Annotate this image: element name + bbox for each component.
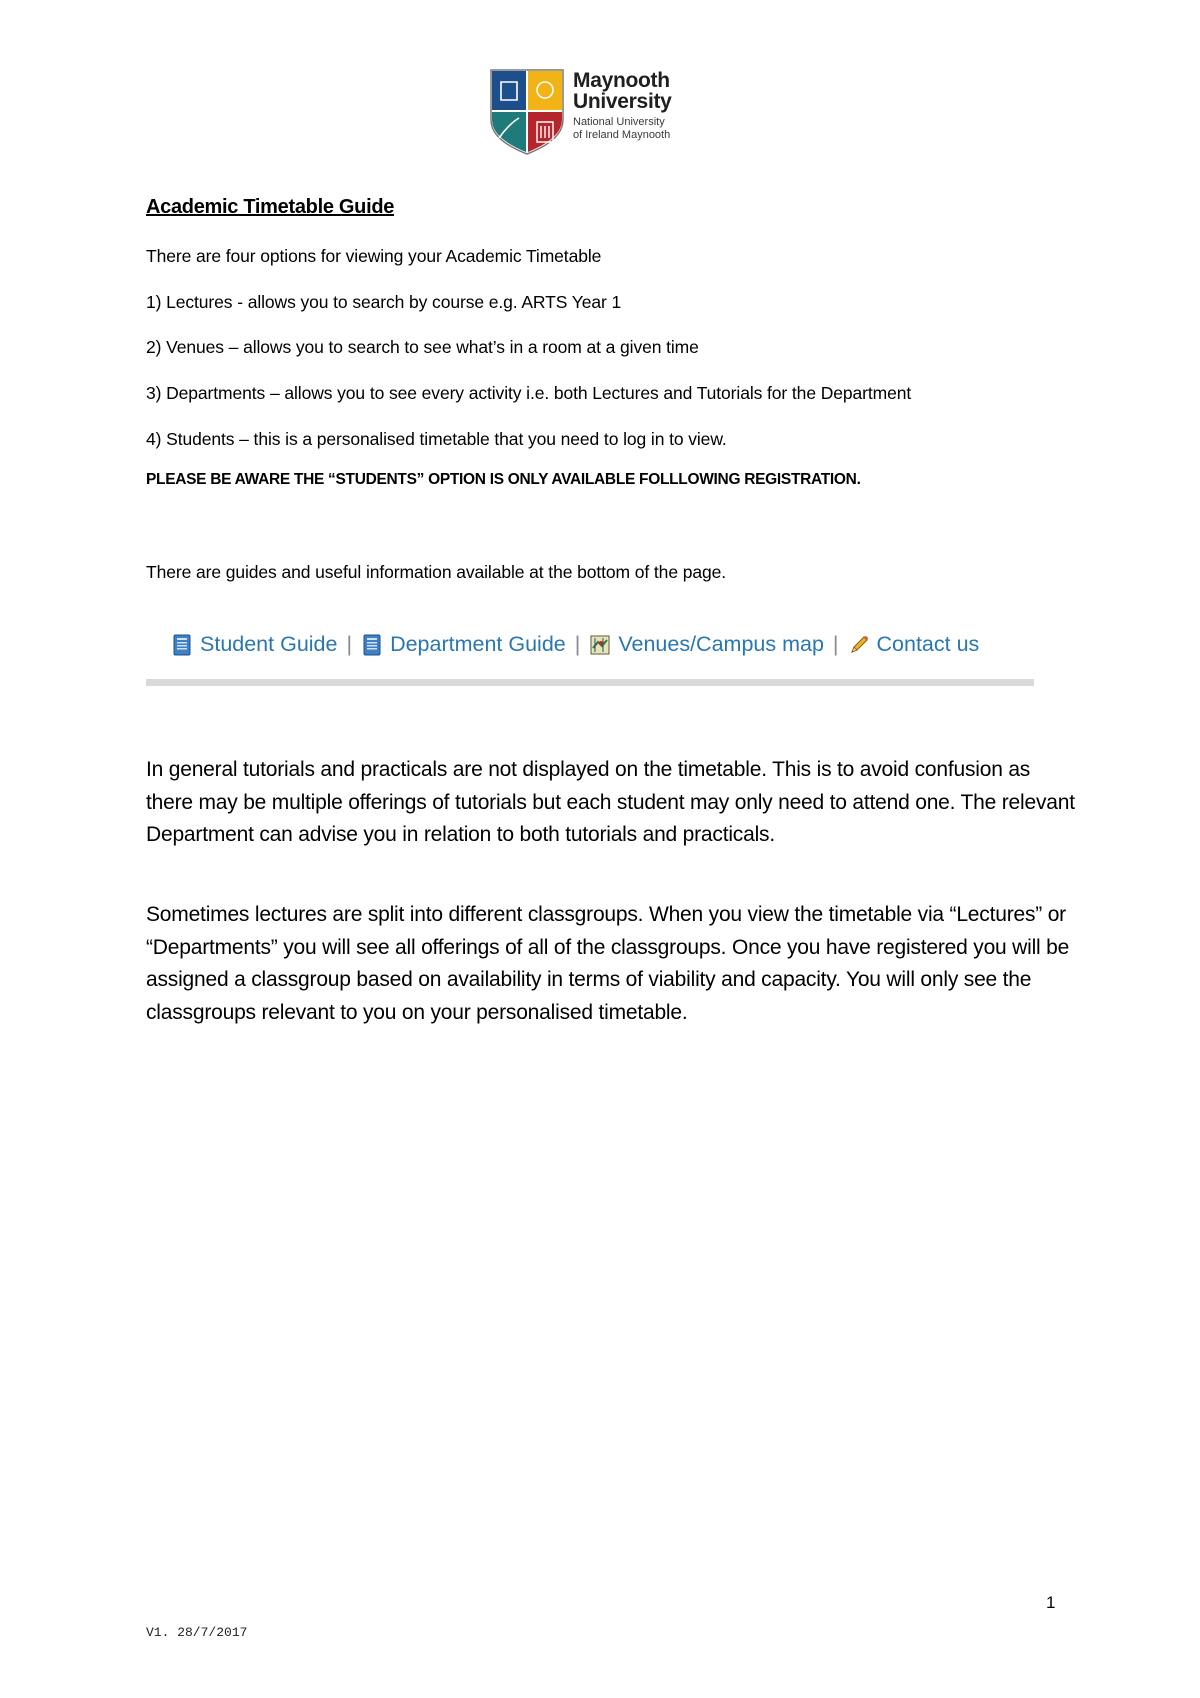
page-number: 1 xyxy=(1046,1593,1056,1612)
link-separator: | xyxy=(832,632,839,656)
version-label: V1. 28/7/2017 xyxy=(146,1625,248,1640)
contact-us-link[interactable] xyxy=(848,632,980,657)
logo-subtitle-line-1: National University xyxy=(573,116,665,128)
guides-note: There are guides and useful information available at the bottom of the page. xyxy=(146,562,727,582)
guide-links-bar xyxy=(171,632,979,657)
department-guide-label: Department Guide xyxy=(390,632,566,656)
book-icon xyxy=(171,634,193,656)
link-separator: | xyxy=(574,632,581,656)
shield-crest-icon xyxy=(489,68,565,156)
link-separator: | xyxy=(346,632,353,656)
department-guide-link[interactable] xyxy=(361,632,566,657)
logo-name-line-2: University xyxy=(573,90,672,113)
tutorials-paragraph: In general tutorials and practicals are not displayed on the timetable. This is to avoid confusion as there may be multiple offerings of tutorials but each student may only need to attend one. The relevant Department can advise you in relation to both tutorials and practicals. xyxy=(146,758,1075,846)
option-departments: 3) Departments – allows you to see every activity i.e. both Lectures and Tutorials for the Department xyxy=(146,383,912,403)
university-logo xyxy=(489,68,689,156)
venues-campus-map-label: Venues/Campus map xyxy=(618,632,824,656)
option-students: 4) Students – this is a personalised timetable that you need to log in to view. xyxy=(146,429,727,449)
logo-subtitle-line-2: of Ireland Maynooth xyxy=(573,129,671,141)
student-guide-link[interactable] xyxy=(171,632,337,657)
option-venues: 2) Venues – allows you to search to see what’s in a room at a given time xyxy=(146,337,699,357)
option-lectures: 1) Lectures - allows you to search by course e.g. ARTS Year 1 xyxy=(146,292,622,312)
registration-warning: PLEASE BE AWARE THE “STUDENTS” OPTION IS ONLY AVAILABLE FOLLLOWING REGISTRATION. xyxy=(146,471,861,488)
logo-text xyxy=(573,70,693,142)
pencil-icon xyxy=(848,634,870,656)
document-title: Academic Timetable Guide xyxy=(146,196,395,218)
links-divider xyxy=(146,679,1034,686)
student-guide-label: Student Guide xyxy=(200,632,338,656)
document-content xyxy=(146,194,1076,582)
venues-campus-map-link[interactable] xyxy=(589,632,824,657)
contact-us-label: Contact us xyxy=(876,632,980,656)
map-icon xyxy=(589,634,611,656)
classgroups-paragraph: Sometimes lectures are split into different classgroups. When you view the timetable via “Lectures” or “Departments” you will see all offerings of all of the classgroups. Once you have registered you will be assigned a classgroup based on availability in terms of viability and capacity. You will only see the classgroups relevant to you on your personalised timetable. xyxy=(146,903,1070,1024)
intro-text: There are four options for viewing your Academic Timetable xyxy=(146,246,602,266)
logo-name-line-1: Maynooth xyxy=(573,69,670,92)
book-icon xyxy=(361,634,383,656)
